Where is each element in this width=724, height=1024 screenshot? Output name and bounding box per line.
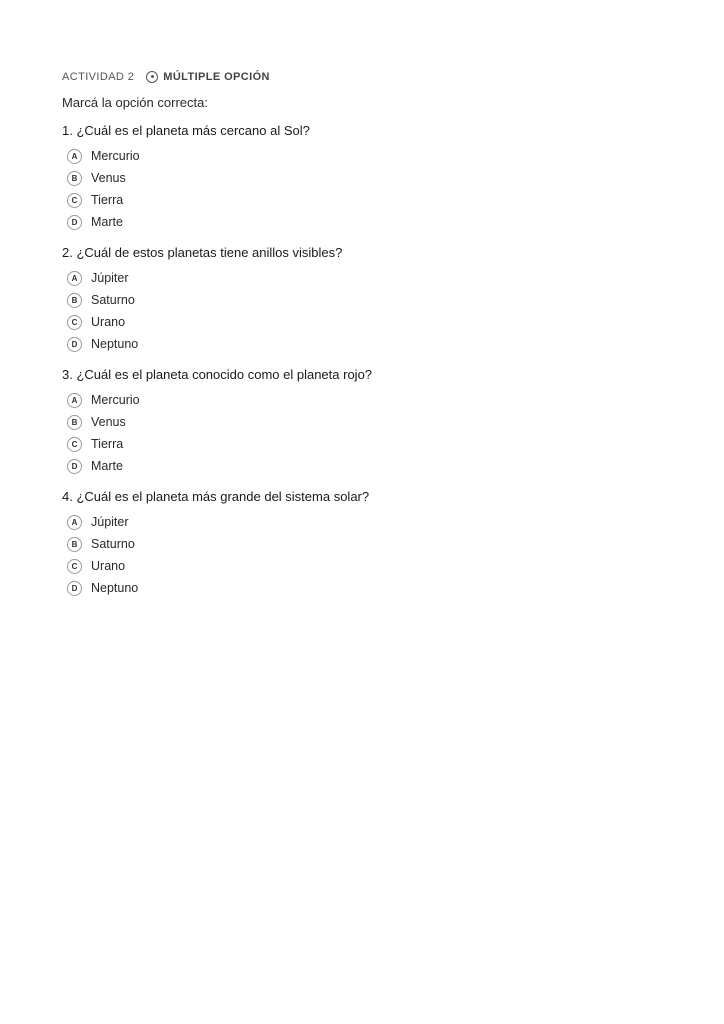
option-label: Saturno bbox=[91, 293, 135, 307]
radio-circle-icon bbox=[146, 71, 158, 83]
options-list bbox=[62, 267, 682, 355]
option-letter-badge: B bbox=[67, 171, 82, 186]
option-label: Júpiter bbox=[91, 271, 129, 285]
option-label: Mercurio bbox=[91, 393, 140, 407]
options-list bbox=[62, 145, 682, 233]
option-letter-badge: C bbox=[67, 193, 82, 208]
option-label: Urano bbox=[91, 315, 126, 329]
option-letter-badge: C bbox=[67, 315, 82, 330]
option-b[interactable] bbox=[62, 167, 682, 189]
option-label: Saturno bbox=[91, 537, 135, 551]
option-letter-badge: C bbox=[67, 437, 82, 452]
question-text: 3. ¿Cuál es el planeta conocido como el planeta rojo? bbox=[62, 367, 373, 382]
option-letter-badge: A bbox=[67, 271, 82, 286]
instruction-text: Marcá la opción correcta: bbox=[62, 95, 208, 110]
option-c[interactable] bbox=[62, 555, 682, 577]
option-letter-badge: B bbox=[67, 415, 82, 430]
option-letter-badge: D bbox=[67, 215, 82, 230]
option-d[interactable] bbox=[62, 333, 682, 355]
option-label: Urano bbox=[91, 559, 126, 573]
option-b[interactable] bbox=[62, 289, 682, 311]
activity-label: ACTIVIDAD 2 bbox=[62, 70, 135, 83]
question-3 bbox=[62, 367, 682, 477]
worksheet-page bbox=[62, 68, 682, 599]
option-letter-badge: D bbox=[67, 337, 82, 352]
option-label: Neptuno bbox=[91, 581, 139, 595]
option-c[interactable] bbox=[62, 433, 682, 455]
option-d[interactable] bbox=[62, 577, 682, 599]
question-text: 2. ¿Cuál de estos planetas tiene anillos visibles? bbox=[62, 245, 343, 260]
option-letter-badge: A bbox=[67, 393, 82, 408]
option-label: Tierra bbox=[91, 193, 124, 207]
options-list bbox=[62, 511, 682, 599]
option-label: Tierra bbox=[91, 437, 124, 451]
option-a[interactable] bbox=[62, 145, 682, 167]
option-label: Venus bbox=[91, 415, 126, 429]
option-letter-badge: C bbox=[67, 559, 82, 574]
option-letter-badge: B bbox=[67, 537, 82, 552]
question-2 bbox=[62, 245, 682, 355]
option-label: Mercurio bbox=[91, 149, 140, 163]
option-label: Marte bbox=[91, 459, 123, 473]
option-letter-badge: A bbox=[67, 515, 82, 530]
option-c[interactable] bbox=[62, 189, 682, 211]
option-d[interactable] bbox=[62, 211, 682, 233]
question-1 bbox=[62, 123, 682, 233]
activity-type-label: MÚLTIPLE OPCIÓN bbox=[163, 70, 270, 83]
option-a[interactable] bbox=[62, 511, 682, 533]
question-4 bbox=[62, 489, 682, 599]
option-label: Venus bbox=[91, 171, 126, 185]
option-label: Júpiter bbox=[91, 515, 129, 529]
option-a[interactable] bbox=[62, 267, 682, 289]
option-b[interactable] bbox=[62, 411, 682, 433]
option-letter-badge: B bbox=[67, 293, 82, 308]
option-b[interactable] bbox=[62, 533, 682, 555]
option-letter-badge: D bbox=[67, 581, 82, 596]
question-text: 1. ¿Cuál es el planeta más cercano al Sol? bbox=[62, 123, 310, 138]
option-label: Marte bbox=[91, 215, 123, 229]
option-c[interactable] bbox=[62, 311, 682, 333]
option-letter-badge: D bbox=[67, 459, 82, 474]
question-text: 4. ¿Cuál es el planeta más grande del sistema solar? bbox=[62, 489, 370, 504]
activity-header bbox=[62, 68, 682, 85]
option-label: Neptuno bbox=[91, 337, 139, 351]
option-d[interactable] bbox=[62, 455, 682, 477]
options-list bbox=[62, 389, 682, 477]
option-a[interactable] bbox=[62, 389, 682, 411]
option-letter-badge: A bbox=[67, 149, 82, 164]
